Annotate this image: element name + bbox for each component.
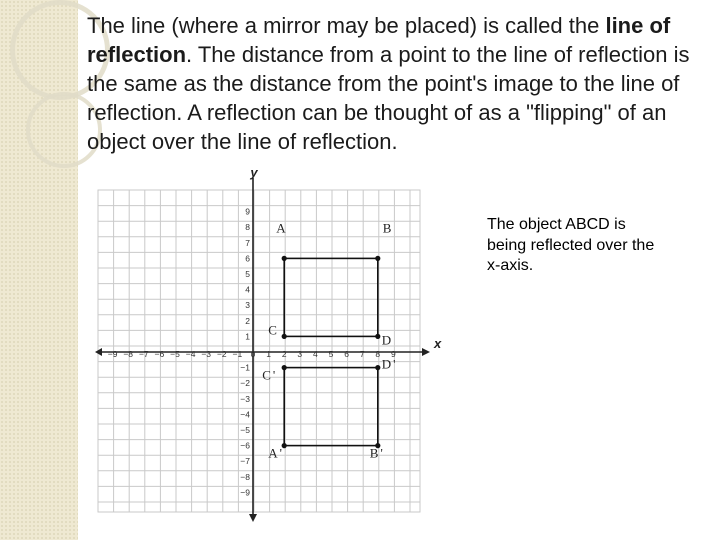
x-tick-label: −9 [107, 349, 118, 359]
caption-text: The object ABCD is being reflected over the x-axis. [487, 216, 655, 274]
y-tick-label: 4 [245, 284, 250, 295]
x-axis-arrow [422, 348, 430, 356]
x-tick-label: −7 [138, 349, 149, 359]
x-tick-label: 7 [359, 349, 365, 359]
vertex-label: C [268, 322, 279, 338]
vertex-marker [375, 334, 380, 339]
x-tick-label: 3 [297, 349, 303, 359]
vertex-label: D' [381, 356, 398, 372]
x-axis-label: x [434, 336, 442, 351]
paragraph-text: . The distance from a point to the line of reflection is the same as the distance from the point's image to the line of reflection. A reflection can be thought of as a "flipping" of an object over the line of reflection. [87, 42, 690, 154]
coordinate-graph [92, 165, 442, 535]
x-tick-label: 2 [281, 349, 287, 359]
y-tick-label: 6 [245, 253, 250, 264]
y-tick-label: 8 [245, 222, 250, 233]
x-tick-label: 1 [266, 349, 271, 359]
x-tick-label: −6 [154, 349, 165, 359]
x-tick-label: 8 [375, 349, 381, 359]
y-tick-label: 5 [245, 269, 250, 279]
x-tick-label: −2 [216, 349, 227, 359]
y-tick-label: 2 [245, 315, 250, 326]
vertex-label: B' [369, 445, 385, 461]
body-paragraph [87, 11, 697, 174]
y-tick-label: −4 [240, 409, 250, 420]
x-tick-label: −4 [185, 349, 196, 359]
x-tick-label: −1 [232, 349, 243, 359]
vertex-label: A [276, 220, 288, 236]
vertex-marker [282, 365, 287, 370]
y-tick-label: 1 [245, 331, 250, 342]
x-tick-label: −8 [123, 349, 134, 359]
y-tick-label: −5 [240, 425, 250, 435]
vertex-label: B [382, 220, 394, 236]
vertex-marker [282, 334, 287, 339]
vertex-marker [375, 256, 380, 261]
vertex-label: D [381, 332, 394, 348]
y-tick-label: −3 [240, 393, 250, 404]
x-tick-label: 0 [250, 349, 256, 359]
paragraph-text: The line (where a mirror may be placed) is called the [87, 13, 606, 38]
paragraph-bold-term: line of reflection [87, 13, 671, 67]
x-tick-label: −3 [201, 349, 212, 359]
vertex-label: C' [262, 367, 278, 383]
vertex-marker [282, 256, 287, 261]
x-tick-label: −5 [170, 349, 180, 359]
y-tick-label: −9 [240, 487, 250, 498]
vertex-marker [375, 365, 380, 370]
y-tick-label: −1 [240, 362, 250, 373]
y-tick-label: −8 [240, 471, 250, 482]
y-tick-label: 7 [245, 237, 250, 248]
y-axis-arrow [249, 514, 257, 522]
vertex-label: A' [268, 445, 284, 461]
x-tick-label: 5 [328, 349, 334, 359]
y-tick-label: 9 [245, 206, 250, 217]
y-tick-label: 3 [245, 300, 250, 311]
y-tick-label: −2 [240, 378, 250, 389]
x-tick-label: 9 [391, 349, 396, 359]
y-tick-label: −6 [240, 440, 250, 451]
y-tick-label: −7 [240, 456, 250, 467]
x-tick-label: 4 [313, 349, 318, 359]
x-tick-label: 6 [344, 349, 349, 359]
y-axis-label: y [250, 165, 258, 180]
